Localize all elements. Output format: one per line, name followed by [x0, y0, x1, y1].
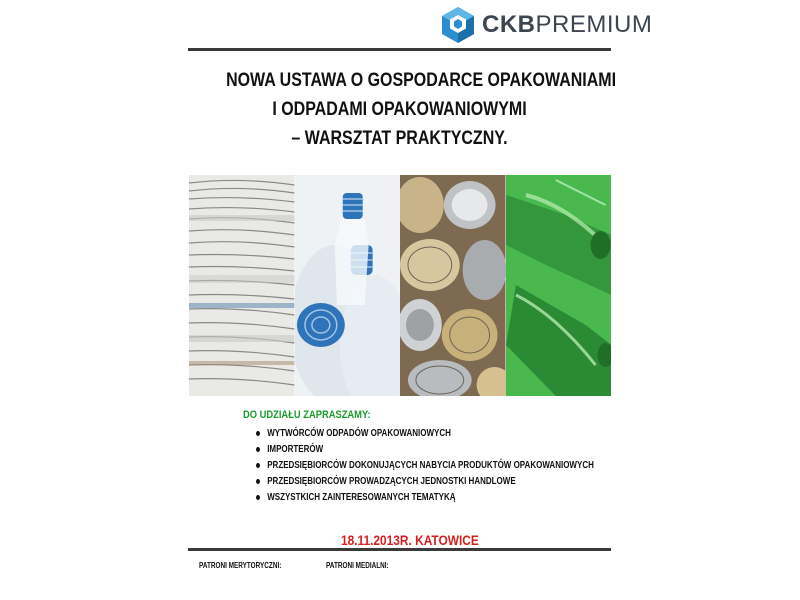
- logo-text: CKBPREMIUM: [482, 11, 653, 38]
- title-line-3: – WARSZTAT PRAKTYCZNY.: [291, 127, 508, 149]
- event-date-location: 18.11.2013R. KATOWICE: [341, 532, 479, 548]
- list-item: IMPORTERÓW: [256, 441, 594, 457]
- plastic-bottles-photo: [295, 175, 401, 396]
- list-item: WYTWÓRCÓW ODPADÓW OPAKOWANIOWYCH: [256, 425, 594, 441]
- green-glass-bottles-photo: [506, 175, 612, 396]
- list-item: PRZEDSIĘBIORCÓW DOKONUJĄCYCH NABYCIA PRODUKTÓW OPAKOWANIOWYCH: [256, 457, 594, 473]
- patron-substantive-label: PATRONI MERYTORYCZNI:: [199, 561, 282, 570]
- bottom-divider: [188, 548, 611, 551]
- recycling-photo-strip: [189, 175, 611, 396]
- title-line-2: I ODPADAMI OPAKOWANIOWYMI: [272, 98, 527, 120]
- bullet-icon: [256, 479, 260, 484]
- patron-media-label: PATRONI MEDIALNI:: [326, 561, 389, 570]
- bullet-icon: [256, 495, 260, 500]
- bullet-icon: [256, 447, 260, 452]
- ckb-premium-logo: [440, 6, 652, 44]
- list-item: PRZEDSIĘBIORCÓW PROWADZĄCYCH JEDNOSTKI HANDLOWE: [256, 473, 594, 489]
- tin-cans-photo: [400, 175, 506, 396]
- bullet-icon: [256, 463, 260, 468]
- title-line-1: NOWA USTAWA O GOSPODARCE OPAKOWANIAMI: [226, 69, 617, 91]
- hexagon-logo-icon: [440, 6, 476, 44]
- page-title: [226, 66, 617, 153]
- invitation-list: [256, 425, 678, 505]
- top-divider: [188, 48, 611, 51]
- list-item: WSZYSTKICH ZAINTERESOWANYCH TEMATYKĄ: [256, 489, 594, 505]
- bullet-icon: [256, 431, 260, 436]
- invitation-heading: DO UDZIAŁU ZAPRASZAMY:: [243, 409, 371, 421]
- newspapers-photo: [189, 175, 295, 396]
